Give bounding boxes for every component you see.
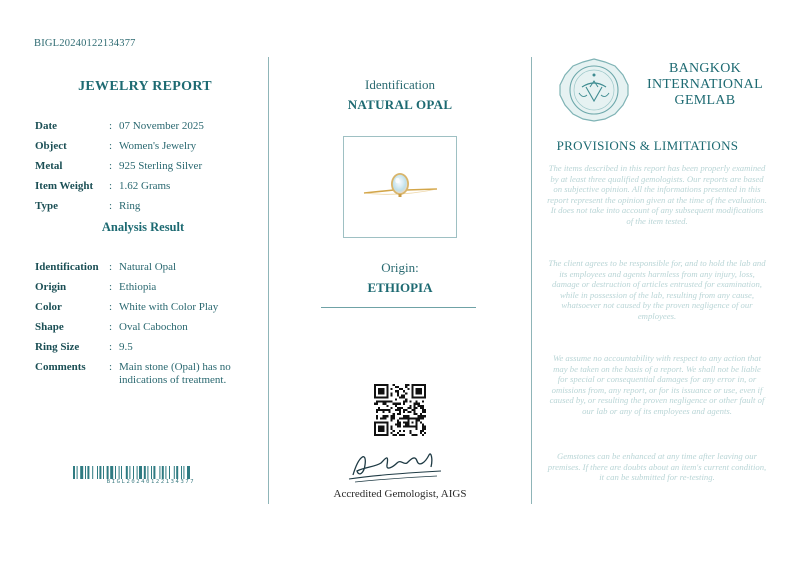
qr-module: [382, 401, 384, 403]
qr-module: [420, 432, 422, 434]
lab-name: [640, 61, 770, 109]
qr-module: [389, 409, 391, 411]
qr-module: [414, 434, 416, 436]
detail-label: Metal: [35, 160, 63, 172]
qr-module: [420, 421, 422, 423]
qr-module: [416, 413, 418, 415]
identification-label: Identification: [364, 77, 436, 92]
qr-module: [391, 401, 393, 403]
qr-module: [376, 409, 378, 411]
provision-paragraph: Gemstones can be enhanced at any time after leaving our premises. If there are doubts about an item's current condition, it can be submitted for re-testing.: [547, 451, 767, 483]
provision-paragraph: The items described in this report has been properly examined by at least three qualified gemologists. Our reports are based on subjective opinion. All the informations presented in this report represent the opinion given at the time of the evaluation. It does not take into account of any subsequent modifications of the item tested.: [547, 163, 767, 226]
detail-value: Women's Jewelry: [119, 140, 197, 152]
qr-module: [397, 407, 399, 409]
qr-module: [399, 411, 401, 413]
separator: :: [109, 120, 113, 132]
report-title: JEWELRY REPORT: [78, 79, 212, 94]
qr-module: [422, 415, 424, 417]
qr-module: [409, 405, 411, 407]
qr-module: [382, 411, 384, 413]
qr-module: [391, 426, 393, 428]
barcode-bar: [153, 466, 155, 479]
qr-module: [422, 401, 424, 403]
analysis-value: Main stone (Opal) has no indications of treatment.: [119, 361, 231, 386]
qr-module: [414, 413, 416, 415]
separator: :: [109, 301, 113, 313]
qr-module: [422, 434, 424, 436]
barcode-bar: [133, 466, 134, 479]
barcode-bar: [137, 466, 138, 479]
qr-module: [407, 407, 409, 409]
qr-module: [416, 428, 418, 430]
qr-module: [386, 405, 388, 407]
qr-module: [397, 392, 399, 394]
analysis-label: Comments: [35, 361, 86, 373]
qr-module: [397, 421, 399, 423]
barcode-bar: [144, 466, 146, 479]
qr-module: [395, 424, 397, 426]
origin-label: Origin:: [381, 260, 419, 275]
qr-module: [414, 405, 416, 407]
origin-underline: [321, 307, 476, 308]
barcode-bar: [99, 466, 101, 479]
qr-module: [424, 426, 426, 428]
qr-module: [386, 415, 388, 417]
analysis-value: Oval Cabochon: [119, 321, 188, 333]
qr-module: [405, 384, 407, 386]
opal-ring-image: [344, 137, 456, 237]
qr-module: [403, 394, 405, 396]
barcode-bar: [139, 466, 142, 479]
qr-module: [424, 409, 426, 411]
barcode-bar: [181, 466, 182, 479]
qr-module: [403, 411, 405, 413]
barcode-bar: [73, 466, 75, 479]
qr-module: [420, 405, 422, 407]
qr-module: [384, 415, 386, 417]
qr-module: [401, 388, 403, 390]
separator: :: [109, 361, 113, 373]
qr-module: [395, 399, 397, 401]
qr-module: [399, 409, 401, 411]
qr-module: [409, 432, 411, 434]
qr-module: [382, 409, 384, 411]
qr-module: [376, 401, 378, 403]
qr-module: [405, 421, 407, 423]
provision-paragraph: The client agrees to be responsible for, and to hold the lab and its employees and agents harmless from any injury, loss, damage or destruction of articles entrusted for examination, while in possession of the lab, resulting from any cause, whatsoever not caused by the proven negligence of our employees.: [548, 258, 766, 321]
qr-module: [405, 424, 407, 426]
qr-module: [418, 419, 420, 421]
barcode-bar: [165, 466, 166, 479]
qr-module: [393, 403, 395, 405]
qr-module: [422, 430, 424, 432]
qr-module: [405, 392, 407, 394]
qr-module: [397, 394, 399, 396]
qr-module: [403, 421, 405, 423]
qr-module: [399, 396, 401, 398]
qr-module: [397, 403, 399, 405]
barcode-bar: [121, 466, 122, 479]
qr-module: [397, 419, 399, 421]
separator: :: [109, 281, 113, 293]
qr-module: [422, 409, 424, 411]
qr-module: [401, 407, 403, 409]
qr-module: [391, 415, 393, 417]
gem-photo: [343, 136, 457, 238]
qr-module: [391, 388, 393, 390]
qr-module: [397, 426, 399, 428]
barcode-bar: [176, 466, 178, 479]
qr-module: [403, 401, 405, 403]
qr-module: [411, 434, 413, 436]
qr-module: [424, 411, 426, 413]
qr-module: [376, 415, 378, 417]
qr-module: [389, 401, 391, 403]
qr-module: [382, 403, 384, 405]
qr-module: [422, 426, 424, 428]
qr-module: [407, 384, 409, 386]
qr-module: [380, 401, 382, 403]
identification-value: NATURAL OPAL: [347, 97, 453, 112]
qr-module: [384, 403, 386, 405]
qr-module: [399, 413, 401, 415]
analysis-value: 9.5: [119, 341, 133, 353]
qr-module: [405, 401, 407, 403]
qr-module: [378, 407, 380, 409]
qr-module: [405, 417, 407, 419]
qr-module: [391, 432, 393, 434]
qr-module: [422, 417, 424, 419]
qr-module: [418, 405, 420, 407]
detail-label: Item Weight: [35, 180, 94, 192]
lab-name-line: BANGKOK: [668, 61, 742, 76]
qr-module: [420, 413, 422, 415]
detail-value: 925 Sterling Silver: [119, 160, 203, 172]
barcode-bar: [87, 466, 89, 479]
separator: :: [109, 341, 113, 353]
qr-module: [395, 390, 397, 392]
qr-module: [401, 394, 403, 396]
qr-module: [374, 403, 376, 405]
divider-right: [531, 57, 532, 504]
qr-module: [386, 409, 388, 411]
barcode-bar: [174, 466, 175, 479]
provisions-title: PROVISIONS & LIMITATIONS: [556, 138, 739, 153]
qr-module: [395, 434, 397, 436]
report-number: BIGL20240122134377: [34, 38, 136, 49]
qr-module: [403, 430, 405, 432]
barcode-bar: [103, 466, 104, 479]
qr-module: [399, 388, 401, 390]
separator: :: [109, 261, 113, 273]
analysis-label: Ring Size: [35, 341, 80, 353]
separator: :: [109, 321, 113, 333]
qr-module: [384, 417, 386, 419]
gemologist-signature: [345, 445, 445, 485]
qr-module: [378, 401, 380, 403]
qr-module: [380, 417, 382, 419]
qr-module: [407, 411, 409, 413]
qr-module: [414, 407, 416, 409]
qr-module: [397, 409, 399, 411]
qr-module: [393, 430, 395, 432]
qr-module: [409, 411, 411, 413]
qr-module: [409, 407, 411, 409]
barcode-bar: [119, 466, 120, 479]
qr-module: [409, 401, 411, 403]
qr-module: [384, 409, 386, 411]
qr-module: [391, 417, 393, 419]
qr-module: [393, 434, 395, 436]
barcode-bar: [147, 466, 148, 479]
barcode-bar: [115, 466, 116, 479]
qr-module: [403, 417, 405, 419]
qr-module: [395, 409, 397, 411]
qr-module: [403, 403, 405, 405]
qr-module: [399, 424, 401, 426]
qr-module: [378, 409, 380, 411]
analysis-label: Identification: [35, 261, 99, 273]
qr-module: [397, 432, 399, 434]
qr-module: [422, 405, 424, 407]
separator: :: [109, 200, 113, 212]
qr-module: [403, 396, 405, 398]
barcode-bar: [162, 466, 164, 479]
detail-value: 1.62 Grams: [119, 180, 171, 192]
qr-module: [391, 394, 393, 396]
qr-module: [405, 409, 407, 411]
qr-module: [401, 417, 403, 419]
gemologist-caption: Accredited Gemologist, AIGS: [333, 488, 467, 500]
qr-module: [393, 384, 395, 386]
qr-module: [424, 415, 426, 417]
qr-module: [422, 407, 424, 409]
qr-module: [386, 401, 388, 403]
barcode-bar: [151, 466, 152, 479]
qr-module: [382, 415, 384, 417]
barcode-bar: [187, 466, 190, 479]
barcode-bar: [80, 466, 83, 479]
qr-module: [399, 417, 401, 419]
qr-module: [403, 434, 405, 436]
qr-module: [399, 426, 401, 428]
barcode-bar: [183, 466, 184, 479]
barcode-bar: [159, 466, 160, 479]
qr-module: [418, 403, 420, 405]
qr-module: [407, 415, 409, 417]
qr-module: [393, 417, 395, 419]
barcode-bar: [85, 466, 86, 479]
analysis-label: Color: [35, 301, 62, 313]
provision-paragraph: We assume no accountability with respect to any action that may be taken on the basis of a report. We shall not be liable for special or consequential damages for any error in, or omissions from, any report, or for its issuance or use, even if caused by, or resulting the proven negligence or other fault of our lab or any of its employees and agents.: [549, 353, 765, 416]
barcode-bar: [110, 466, 113, 479]
qr-module: [399, 430, 401, 432]
qr-module: [411, 409, 413, 411]
qr-module: [403, 390, 405, 392]
qr-module: [405, 415, 407, 417]
qr-module: [380, 409, 382, 411]
analysis-label: Origin: [35, 281, 67, 293]
qr-module: [418, 417, 420, 419]
qr-module: [384, 401, 386, 403]
lab-name-line: INTERNATIONAL: [647, 77, 763, 92]
qr-module: [405, 399, 407, 401]
qr-module: [395, 386, 397, 388]
qr-module: [399, 403, 401, 405]
qr-module: [414, 409, 416, 411]
qr-module: [376, 403, 378, 405]
analysis-value: Ethiopia: [119, 281, 157, 293]
qr-module: [414, 411, 416, 413]
qr-module: [414, 403, 416, 405]
detail-label: Type: [35, 200, 59, 212]
qr-module: [391, 419, 393, 421]
detail-label: Object: [35, 140, 67, 152]
qr-module: [393, 413, 395, 415]
qr-module: [420, 415, 422, 417]
qr-module: [397, 390, 399, 392]
barcode-bar: [129, 466, 130, 479]
qr-module: [422, 411, 424, 413]
qr-module: [395, 405, 397, 407]
qr-module: [391, 407, 393, 409]
barcode-bar: [107, 466, 109, 479]
qr-module: [382, 417, 384, 419]
qr-module: [399, 434, 401, 436]
qr-module: [409, 430, 411, 432]
qr-module: [399, 407, 401, 409]
qr-module: [420, 417, 422, 419]
qr-module: [420, 407, 422, 409]
qr-module: [395, 403, 397, 405]
qr-module: [397, 424, 399, 426]
qr-code: [374, 384, 426, 436]
qr-module: [391, 392, 393, 394]
qr-module: [376, 411, 378, 413]
qr-module: [416, 434, 418, 436]
qr-module: [391, 428, 393, 430]
separator: :: [109, 160, 113, 172]
analysis-value: White with Color Play: [119, 301, 219, 313]
lab-name-line: GEMLAB: [674, 93, 736, 108]
barcode-number: BIGL20240122134377: [106, 479, 196, 485]
qr-module: [399, 421, 401, 423]
qr-module: [407, 388, 409, 390]
barcode-bar: [126, 466, 128, 479]
barcode-bar: [92, 466, 93, 479]
qr-module: [416, 401, 418, 403]
analysis-label: Shape: [35, 321, 64, 333]
barcode-bar: [97, 466, 98, 479]
qr-module: [416, 388, 422, 394]
qr-module: [403, 415, 405, 417]
detail-label: Date: [35, 120, 57, 132]
origin-value: ETHIOPIA: [367, 280, 433, 295]
detail-value: Ring: [119, 200, 141, 212]
qr-module: [424, 432, 426, 434]
qr-module: [416, 407, 418, 409]
qr-module: [422, 428, 424, 430]
qr-module: [397, 386, 399, 388]
analysis-value: Natural Opal: [119, 261, 177, 273]
qr-module: [389, 411, 391, 413]
qr-module: [393, 415, 395, 417]
separator: :: [109, 180, 113, 192]
qr-module: [411, 421, 413, 423]
qr-module: [403, 426, 405, 428]
barcode-bar: [77, 466, 78, 479]
barcode-bar: [169, 466, 170, 479]
qr-module: [397, 413, 399, 415]
analysis-title: Analysis Result: [101, 220, 185, 234]
lab-seal-logo: [557, 57, 631, 123]
qr-module: [405, 386, 407, 388]
qr-module: [378, 426, 384, 432]
qr-module: [418, 415, 420, 417]
qr-module: [424, 428, 426, 430]
qr-module: [422, 424, 424, 426]
qr-module: [401, 396, 403, 398]
qr-module: [401, 434, 403, 436]
qr-module: [378, 388, 384, 394]
qr-module: [416, 403, 418, 405]
qr-module: [376, 417, 378, 419]
detail-value: 07 November 2025: [119, 120, 204, 132]
qr-module: [420, 430, 422, 432]
barcode: [73, 466, 229, 479]
qr-module: [403, 409, 405, 411]
separator: :: [109, 140, 113, 152]
qr-module: [405, 426, 407, 428]
